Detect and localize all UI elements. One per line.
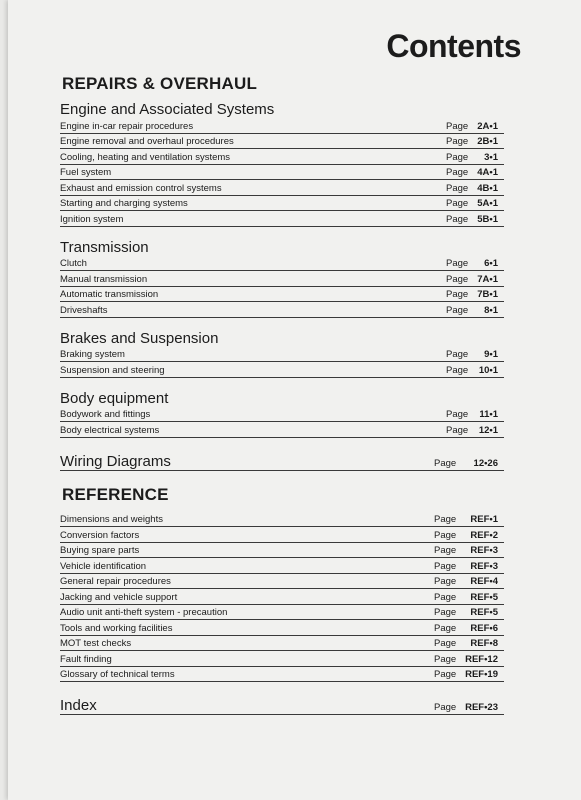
page-word: Page	[446, 151, 469, 163]
table-of-contents	[60, 66, 504, 715]
entry-page	[446, 273, 498, 286]
entry-page	[434, 637, 498, 650]
page-word: Page	[434, 653, 457, 665]
toc-entry-engine-removal-and-overhaul-procedures[interactable]	[60, 134, 504, 150]
page-word: Page	[434, 669, 457, 680]
entry-label: Bodywork and fittings	[60, 409, 151, 420]
page-word: Page	[434, 457, 457, 469]
toc-entry-bodywork-and-fittings[interactable]	[60, 407, 504, 423]
page-number: REF•1	[470, 514, 498, 525]
page-number: 5B•1	[477, 213, 498, 225]
page-number: REF•3	[470, 545, 498, 556]
page-number: 7A•1	[477, 273, 498, 285]
entry-page	[446, 364, 498, 377]
entry-page	[446, 135, 498, 148]
page-word: Page	[446, 198, 469, 209]
entry-page	[446, 120, 498, 133]
entry-label: Jacking and vehicle support	[60, 591, 178, 603]
toc-entry-dimensions-and-weights[interactable]	[60, 512, 504, 528]
page-word: Page	[434, 638, 457, 649]
toc-entry-mot-test-checks[interactable]	[60, 636, 504, 652]
toc-entry-cooling-heating-and-ventilation-systems[interactable]	[60, 149, 504, 165]
toc-entry-braking-system[interactable]	[60, 347, 504, 363]
document-page	[8, 0, 581, 800]
section-title-transmission: Transmission	[60, 238, 149, 256]
page-number: 3•1	[484, 151, 498, 163]
page-number: 2A•1	[477, 120, 498, 132]
page-number: REF•4	[470, 576, 498, 587]
entry-page	[446, 166, 498, 179]
toc-entry-index[interactable]	[60, 694, 504, 715]
page-number: REF•19	[465, 669, 498, 680]
entry-page	[446, 257, 498, 270]
page-word: Page	[446, 273, 469, 285]
entry-page	[446, 213, 498, 226]
page-word: Page	[434, 591, 457, 603]
page-word: Page	[434, 529, 457, 541]
entry-page	[434, 575, 498, 588]
page-word: Page	[446, 424, 469, 436]
section-title-body-equipment: Body equipment	[60, 389, 169, 407]
page-number: REF•5	[470, 591, 498, 603]
entry-label: Exhaust and emission control systems	[60, 182, 222, 194]
entry-page	[434, 560, 498, 573]
entry-page	[446, 348, 498, 361]
entry-page	[446, 288, 498, 301]
entry-page	[434, 653, 498, 666]
page-word: Page	[434, 607, 457, 618]
entry-label: Clutch	[60, 258, 87, 269]
entry-page	[434, 668, 498, 681]
entry-label: Tools and working facilities	[60, 622, 173, 634]
page-title: Contents	[386, 28, 521, 64]
page-number: 6•1	[484, 258, 498, 269]
entry-label: Buying spare parts	[60, 545, 140, 556]
toc-entry-buying-spare-parts[interactable]	[60, 543, 504, 559]
page-word: Page	[446, 289, 469, 300]
entry-page	[434, 529, 498, 542]
entry-label: Cooling, heating and ventilation systems	[60, 151, 231, 163]
page-number: 7B•1	[477, 289, 498, 300]
page-number: 2B•1	[477, 136, 498, 147]
repair-sections	[60, 101, 504, 438]
page-number: 8•1	[484, 304, 498, 316]
entry-page	[434, 591, 498, 604]
entry-label: Fuel system	[60, 167, 112, 178]
toc-entry-tools-and-working-facilities[interactable]	[60, 620, 504, 636]
entry-label: Index	[60, 697, 97, 714]
entry-label: Glossary of technical terms	[60, 669, 175, 680]
page-word: Page	[446, 213, 469, 225]
entry-label: Automatic transmission	[60, 289, 159, 300]
page-word: Page	[446, 120, 469, 132]
toc-entry-automatic-transmission[interactable]	[60, 287, 504, 303]
page-number: 10•1	[478, 364, 498, 376]
page-number: REF•8	[470, 638, 498, 649]
toc-entry-driveshafts[interactable]	[60, 302, 504, 318]
entry-page	[434, 622, 498, 635]
page-number: 4B•1	[477, 182, 498, 194]
page-word: Page	[446, 409, 469, 420]
entry-label: Audio unit anti-theft system - precaution	[60, 607, 228, 618]
toc-entry-general-repair-procedures[interactable]	[60, 574, 504, 590]
entry-page	[446, 182, 498, 195]
entry-page	[446, 424, 498, 437]
page-number: 5A•1	[477, 198, 498, 209]
entry-page	[434, 606, 498, 619]
entry-label: General repair procedures	[60, 576, 171, 587]
reference-entries	[60, 512, 504, 683]
toc-entry-conversion-factors[interactable]	[60, 527, 504, 543]
entry-label: Ignition system	[60, 213, 124, 225]
page-word: Page	[434, 702, 457, 713]
toc-entry-fuel-system[interactable]	[60, 165, 504, 181]
entry-page	[434, 544, 498, 557]
entry-page	[446, 408, 498, 421]
toc-entry-jacking-and-vehicle-support[interactable]	[60, 589, 504, 605]
page-word: Page	[434, 545, 457, 556]
entry-label: Dimensions and weights	[60, 514, 163, 525]
toc-entry-ignition-system[interactable]	[60, 211, 504, 227]
entry-page	[446, 151, 498, 164]
page-number: 4A•1	[477, 167, 498, 178]
entry-label: Engine in-car repair procedures	[60, 120, 194, 132]
page-number: REF•23	[465, 702, 498, 713]
toc-entry-manual-transmission[interactable]	[60, 271, 504, 287]
entry-label: Driveshafts	[60, 304, 108, 316]
page-number: REF•6	[470, 622, 498, 634]
entry-label: Engine removal and overhaul procedures	[60, 136, 234, 147]
entry-page	[446, 304, 498, 317]
entry-label: Fault finding	[60, 653, 112, 665]
page-word: Page	[446, 364, 469, 376]
page-word: Page	[434, 576, 457, 587]
entry-label: Braking system	[60, 349, 125, 360]
toc-entry-starting-and-charging-systems[interactable]	[60, 196, 504, 212]
entry-page	[434, 513, 498, 526]
page-word: Page	[434, 622, 457, 634]
toc-entry-exhaust-and-emission-control-systems[interactable]	[60, 180, 504, 196]
entry-label: Suspension and steering	[60, 364, 165, 376]
page-word: Page	[434, 560, 457, 572]
part-title-repairs: REPAIRS & OVERHAUL	[62, 74, 258, 93]
entry-page	[434, 458, 498, 469]
entry-label: Vehicle identification	[60, 560, 147, 572]
section-title-brakes-and-suspension: Brakes and Suspension	[60, 329, 219, 347]
toc-entry-suspension-and-steering[interactable]	[60, 362, 504, 378]
page-number: 12•1	[478, 424, 498, 436]
page-word: Page	[446, 349, 469, 360]
toc-entry-clutch[interactable]	[60, 256, 504, 272]
page-number: REF•5	[470, 607, 498, 618]
toc-entry-audio-unit-anti-theft-system-precaution[interactable]	[60, 605, 504, 621]
entry-page	[446, 197, 498, 210]
entry-label: Conversion factors	[60, 529, 140, 541]
page-number: REF•2	[470, 529, 498, 541]
entry-label: MOT test checks	[60, 638, 132, 649]
page-word: Page	[446, 304, 469, 316]
toc-entry-glossary-of-technical-terms[interactable]	[60, 667, 504, 683]
toc-entry-wiring-diagrams[interactable]	[60, 450, 504, 471]
part-title-reference: REFERENCE	[62, 484, 169, 504]
entry-label: Starting and charging systems	[60, 198, 188, 209]
entry-page	[434, 702, 498, 713]
page-number: REF•3	[470, 560, 498, 572]
page-word: Page	[434, 514, 457, 525]
page-word: Page	[446, 258, 469, 269]
entry-label: Wiring Diagrams	[60, 452, 171, 470]
toc-entry-body-electrical-systems[interactable]	[60, 422, 504, 438]
page-number: REF•12	[465, 653, 498, 665]
page-number: 12•26	[473, 457, 498, 469]
toc-entry-engine-in-car-repair-procedures[interactable]	[60, 118, 504, 134]
page-number: 11•1	[479, 409, 498, 420]
toc-entry-vehicle-identification[interactable]	[60, 558, 504, 574]
toc-entry-fault-finding[interactable]	[60, 651, 504, 667]
entry-label: Manual transmission	[60, 273, 148, 285]
section-title-engine-and-associated-systems: Engine and Associated Systems	[60, 101, 275, 118]
page-word: Page	[446, 167, 469, 178]
page-number: 9•1	[484, 349, 498, 360]
page-word: Page	[446, 136, 469, 147]
page-word: Page	[446, 182, 469, 194]
entry-label: Body electrical systems	[60, 424, 160, 436]
